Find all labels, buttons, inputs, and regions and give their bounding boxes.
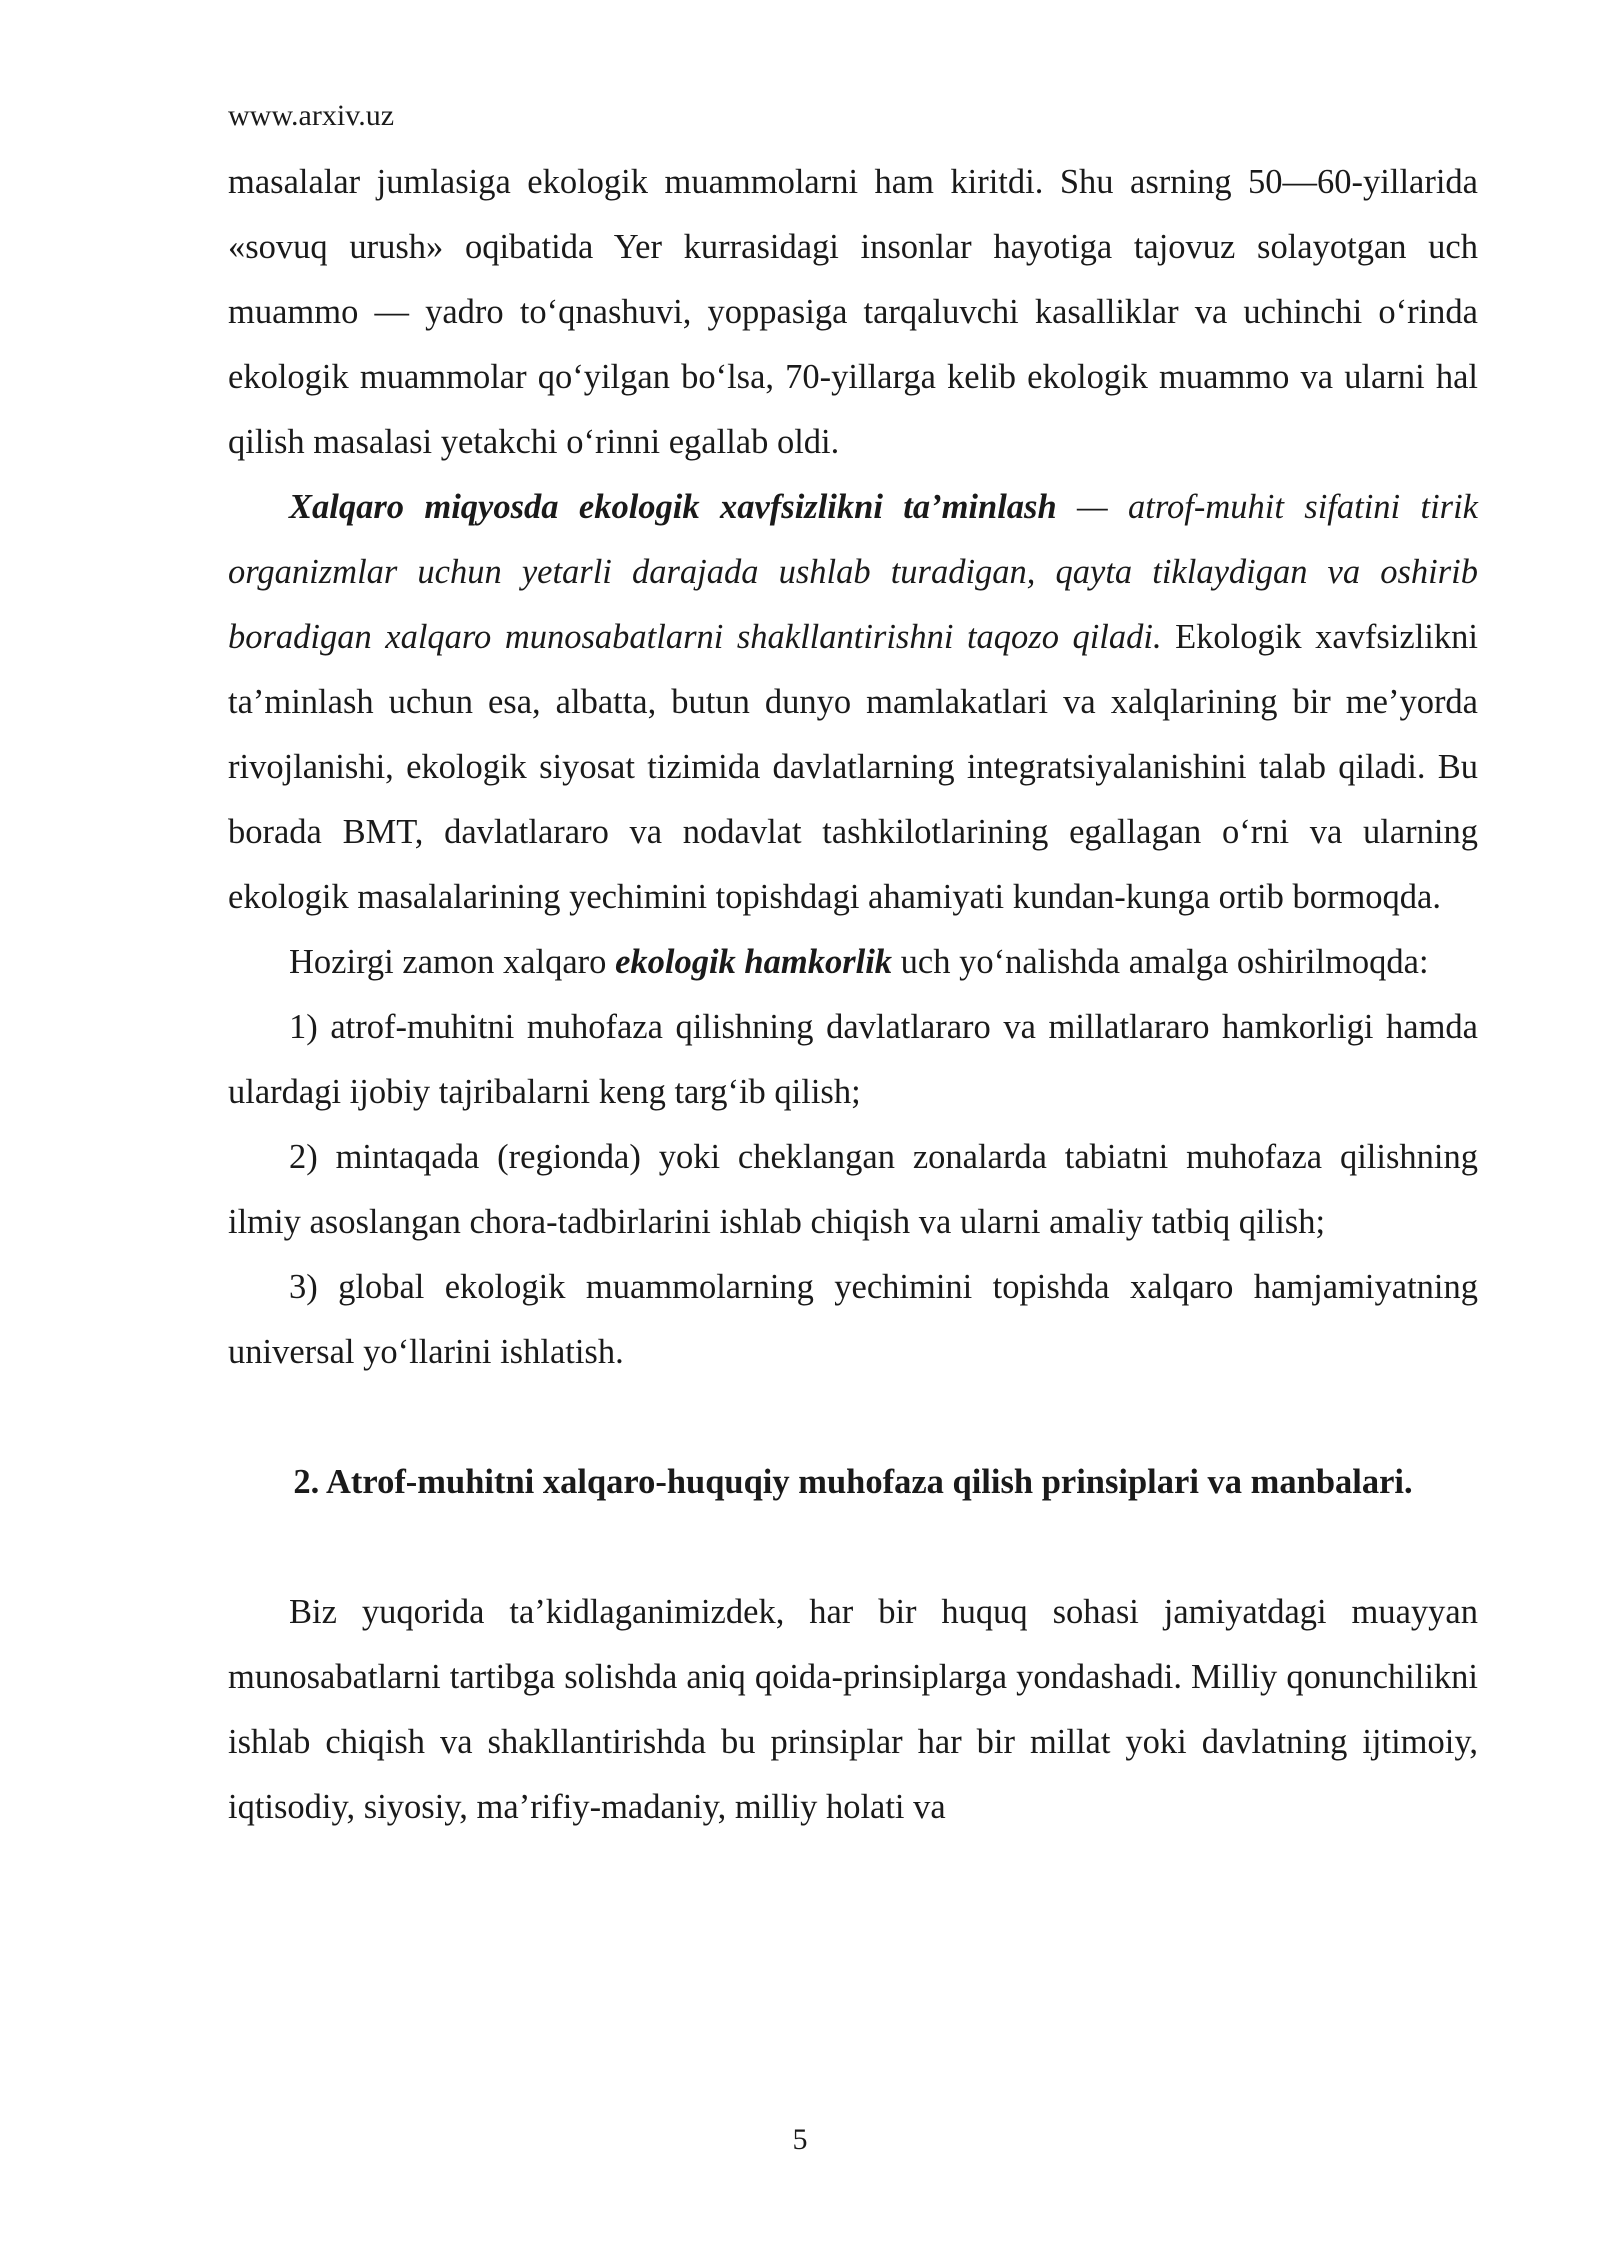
definition-text: — atrof-muhit sifatini tirik organizmlar uchun yetarli darajada ushlab turadigan, qayta tiklaydigan va oshirib boradigan xalqaro munosabatlarni shakllantirishni taqozo qiladi. xyxy=(228,488,1478,656)
definition-rest: Ekologik xavfsizlikni ta’minlash uchun esa, albatta, butun dunyo mamlakatlari va xalqlarining bir me’yorda rivojlanishi, ekologik siyosat tizimida davlatlarning integratsiyalanishini talab qiladi. Bu borada BMT, davlatlararo va nodavlat tashkilotlarining egallagan o‘rni va ularning ekologik masalalarining yechimini topishdagi ahamiyati kundan-kunga ortib bormoqda. xyxy=(228,618,1478,916)
paragraph-intro: masalalar jumlasiga ekologik muammolarni ham kiritdi. Shu asrning 50—60-yillarida «sovuq urush» oqibatida Yer kurrasidagi insonlar hayotiga tajovuz solayotgan uch muammo — yadro to‘qnashuvi, yoppasiga tarqaluvchi kasalliklar va uchinchi o‘rinda ekologik muammolar qo‘yilgan bo‘lsa, 70-yillarga kelib ekologik muammo va ularni hal qilish masalasi yetakchi o‘rinni egallab oldi. xyxy=(228,163,1478,461)
page-number: 5 xyxy=(792,2123,808,2156)
cooperation-before: Hozirgi zamon xalqaro xyxy=(289,943,616,981)
document-body xyxy=(228,150,1478,1840)
list-item: 2) mintaqada (regionda) yoki cheklangan zonalarda tabiatni muhofaza qilishning ilmiy asoslangan chora-tadbirlarini ishlab chiqish va ularni amaliy tatbiq qilish; xyxy=(228,1138,1478,1241)
cooperation-term: ekologik hamkorlik xyxy=(615,943,893,981)
paragraph-principles: Biz yuqorida ta’kidlaganimizdek, har bir huquq sohasi jamiyatdagi muayyan munosabatlarni tartibga solishda aniq qoida-prinsiplarga yondashadi. Milliy qonunchilikni ishlab chiqish va shakllantirishda bu prinsiplar har bir millat yoki davlatning ijtimoiy, iqtisodiy, siyosiy, ma’rifiy-madaniy, milliy holati va xyxy=(228,1593,1478,1826)
cooperation-after: uch yo‘nalishda amalga oshirilmoqda: xyxy=(892,943,1429,981)
site-header: www.arxiv.uz xyxy=(228,99,395,132)
section-heading: 2. Atrof-muhitni xalqaro-huquqiy muhofaza qilish prinsiplari va manbalari. xyxy=(293,1463,1413,1501)
paragraph-cooperation xyxy=(228,930,1478,995)
list-item: 1) atrof-muhitni muhofaza qilishning davlatlararo va millatlararo hamkorligi hamda ulardagi ijobiy tajribalarni keng targ‘ib qilish; xyxy=(228,1008,1478,1111)
definition-term: Xalqaro miqyosda ekologik xavfsizlikni ta’minlash xyxy=(289,488,1057,526)
list-item: 3) global ekologik muammolarning yechimini topishda xalqaro hamjamiyatning universal yo‘llarini ishlatish. xyxy=(228,1268,1478,1371)
paragraph-definition xyxy=(228,475,1478,930)
